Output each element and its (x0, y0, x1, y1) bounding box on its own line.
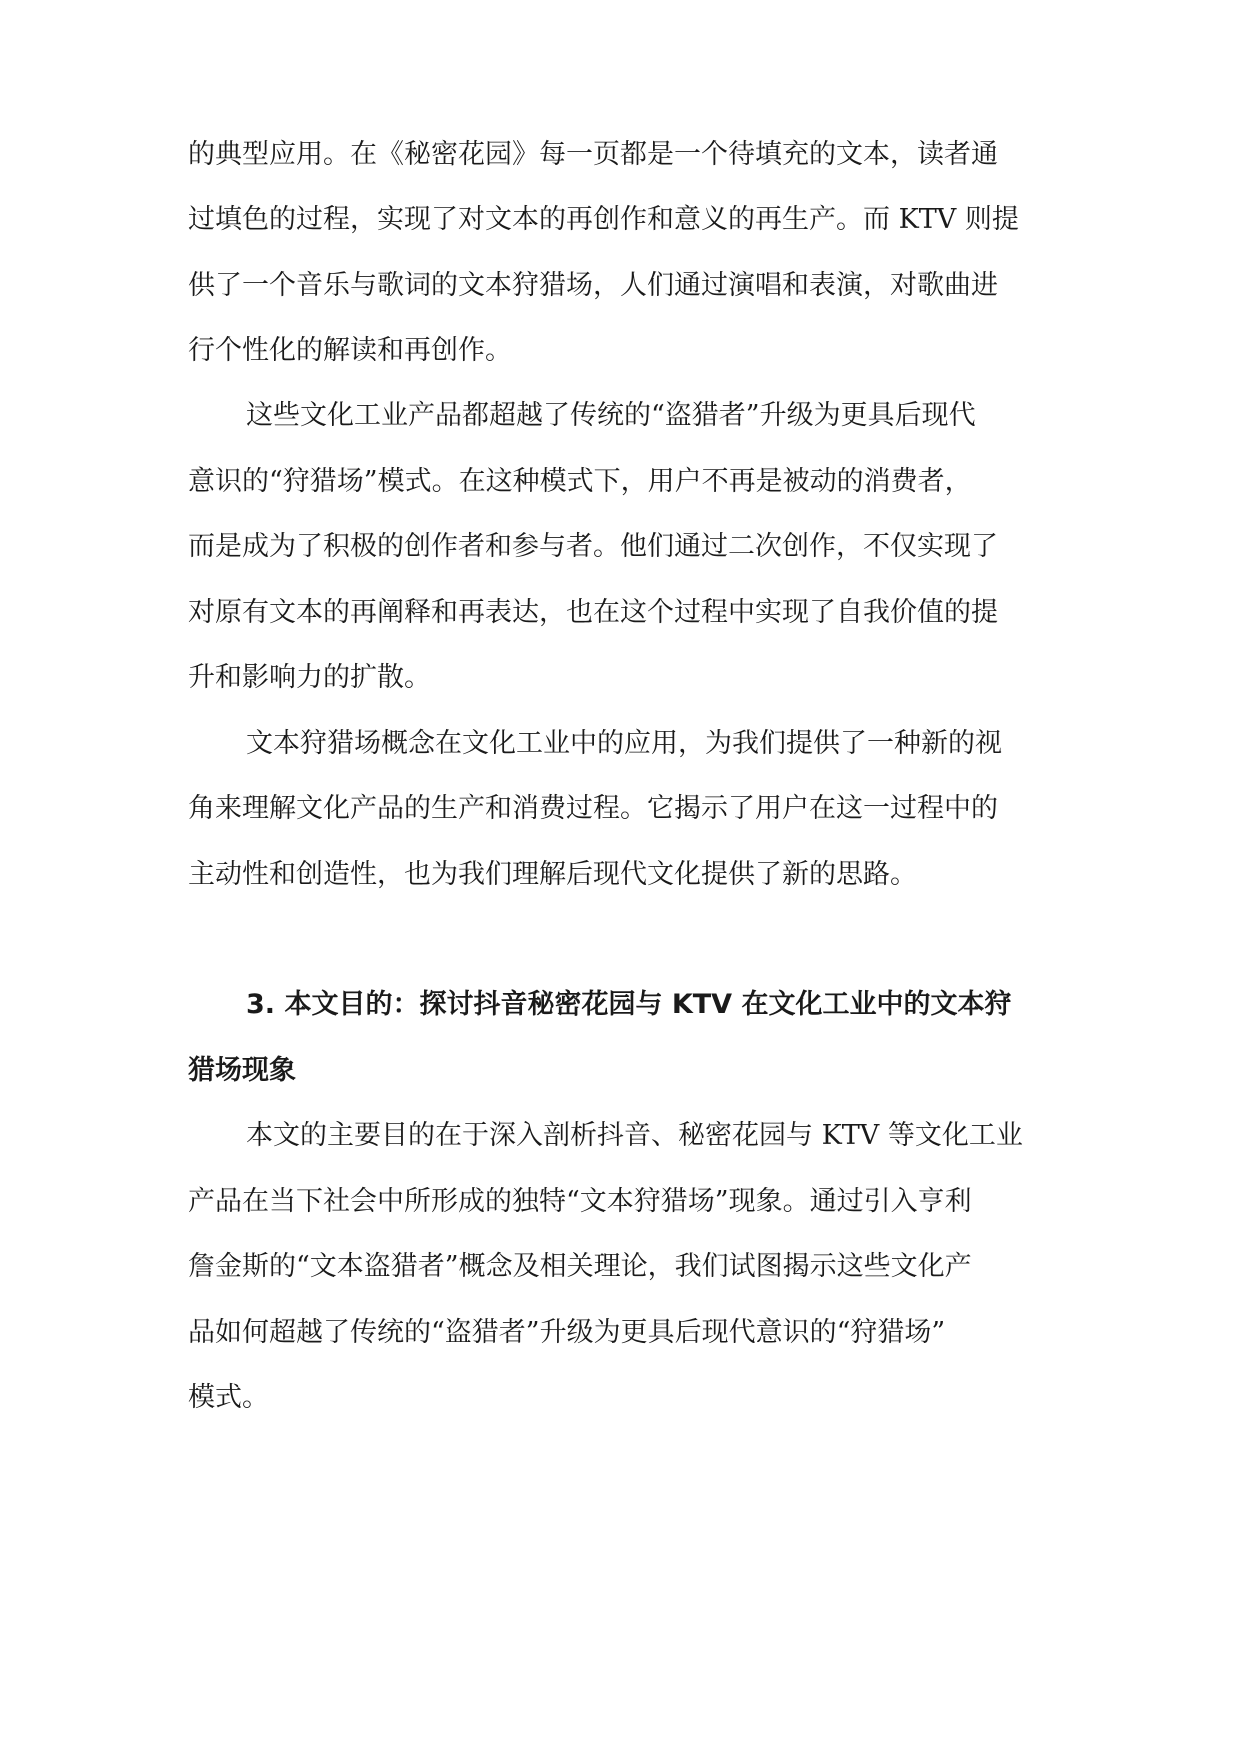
line-text: 本文的主要目的在于深入剖析抖音、秘密花园与 KTV 等文化工业 (246, 1120, 1023, 1151)
paragraph-line (0, 1374, 1241, 1422)
line-text: 这些文化工业产品都超越了传统的“盗猎者”升级为更具后现代 (246, 400, 976, 431)
paragraph-line (0, 131, 1241, 179)
line-text: 模式。 (188, 1382, 269, 1413)
line-text: 过填色的过程，实现了对文本的再创作和意义的再生产。而 KTV 则提 (188, 204, 1019, 235)
paragraph-line (0, 1112, 1241, 1160)
line-text: 而是成为了积极的创作者和参与者。他们通过二次创作，不仅实现了 (188, 531, 998, 562)
paragraph-line (0, 720, 1241, 768)
line-text: 供了一个音乐与歌词的文本狩猎场，人们通过演唱和表演，对歌曲进 (188, 270, 998, 301)
paragraph-line (0, 523, 1241, 571)
line-text: 角来理解文化产品的生产和消费过程。它揭示了用户在这一过程中的 (188, 793, 998, 824)
paragraph-line (0, 196, 1241, 244)
line-text: 对原有文本的再阐释和再表达，也在这个过程中实现了自我价值的提 (188, 597, 998, 628)
paragraph-line (0, 851, 1241, 899)
line-text: 产品在当下社会中所形成的独特“文本狩猎场”现象。通过引入亨利 (188, 1186, 972, 1217)
line-text: 品如何超越了传统的“盗猎者”升级为更具后现代意识的“狩猎场” (188, 1317, 946, 1348)
paragraph-line (0, 1178, 1241, 1226)
line-text: 文本狩猎场概念在文化工业中的应用，为我们提供了一种新的视 (246, 728, 1002, 759)
paragraph-line (0, 327, 1241, 375)
paragraph-line (0, 654, 1241, 702)
line-text: 詹金斯的“文本盗猎者”概念及相关理论，我们试图揭示这些文化产 (188, 1251, 972, 1282)
section-heading-line (0, 1047, 1241, 1095)
paragraph-line (0, 1243, 1241, 1291)
paragraph-line (0, 589, 1241, 637)
section-heading-text: 3. 本文目的：探讨抖音秘密花园与 KTV 在文化工业中的文本狩 (246, 989, 1012, 1020)
paragraph-line (0, 392, 1241, 440)
line-text: 意识的“狩猎场”模式。在这种模式下，用户不再是被动的消费者， (188, 466, 972, 497)
paragraph-line (0, 262, 1241, 310)
section-heading-line (0, 981, 1241, 1029)
line-text: 升和影响力的扩散。 (188, 662, 431, 693)
line-text: 行个性化的解读和再创作。 (188, 335, 512, 366)
paragraph-line (0, 785, 1241, 833)
line-text: 的典型应用。在《秘密花园》每一页都是一个待填充的文本，读者通 (188, 139, 998, 170)
section-heading-text: 猎场现象 (188, 1055, 296, 1086)
paragraph-line (0, 458, 1241, 506)
paragraph-line (0, 1309, 1241, 1357)
line-text: 主动性和创造性，也为我们理解后现代文化提供了新的思路。 (188, 859, 917, 890)
